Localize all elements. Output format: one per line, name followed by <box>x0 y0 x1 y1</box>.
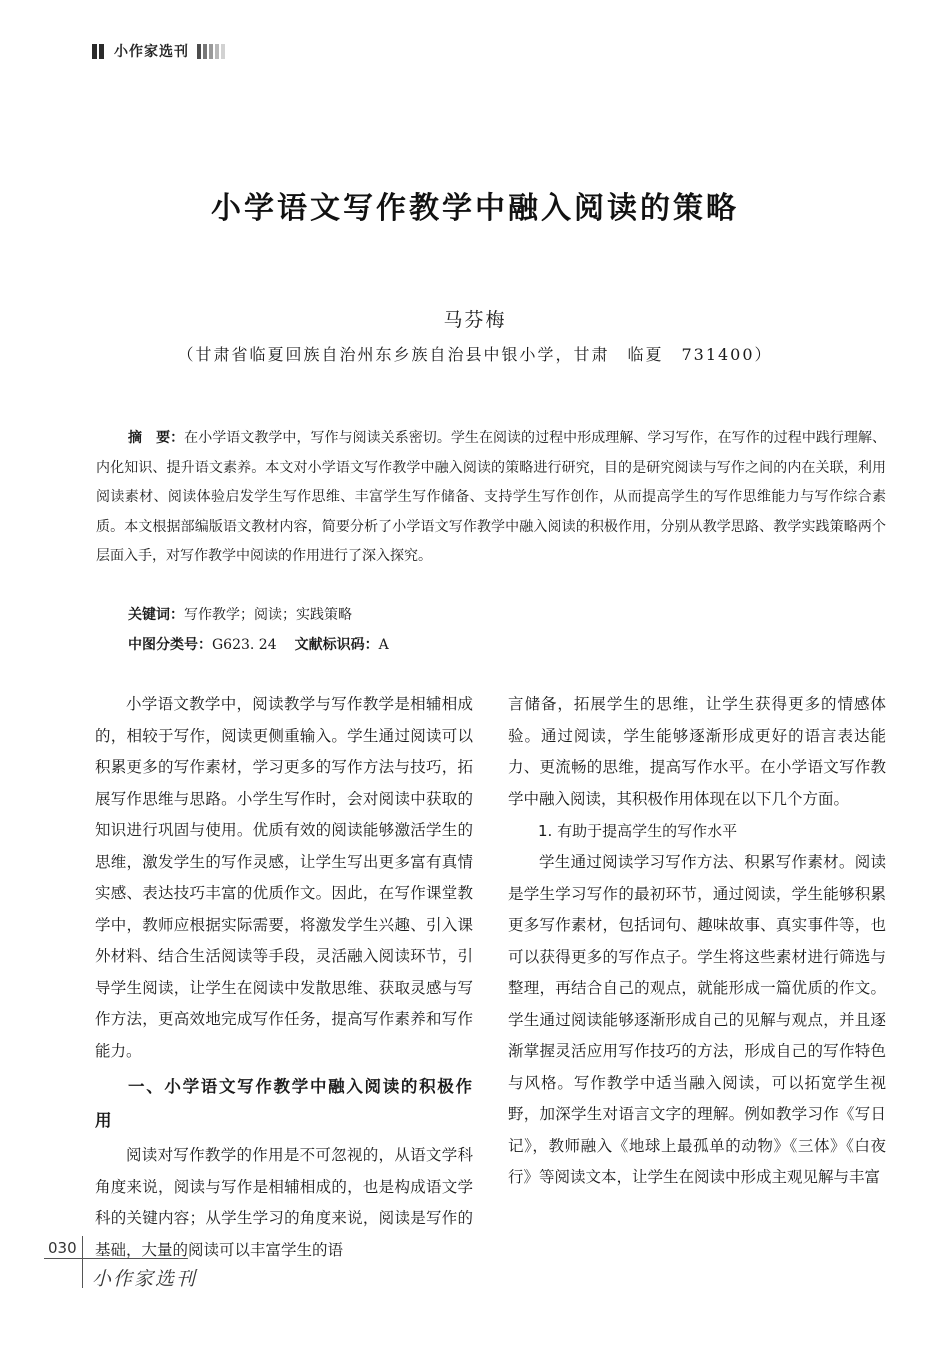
journal-name: 小作家选刊 <box>114 44 189 60</box>
body-paragraph: 学生通过阅读学习写作方法、积累写作素材。阅读是学生学习写作的最初环节，通过阅读，学生能够积累更多写作素材，包括词句、趣味故事、真实事件等，也可以获得更多的写作点子。学生将这些素材进行筛选与整理，再结合自己的观点，就能形成一篇优质的作文。学生通过阅读能够逐渐形成自己的见解与观点，并且逐渐掌握灵活应用写作技巧的方法，形成自己的写作特色与风格。写作教学中适当融入阅读，可以拓宽学生视野，加深学生对语言文字的理解。例如教学习作《写日记》，教师融入《地球上最孤单的动物》《三体》《白夜行》等阅读文本，让学生在阅读中形成主观见解与丰富 <box>508 853 886 1186</box>
body-paragraph: 阅读对写作教学的作用是不可忽视的，从语文学科角度来说，阅读与写作是相辅相成的，也是构成语文学科的关键内容；从学生学习的角度来说，阅读是写作的基础，大量的阅读可以丰富学生的语 <box>95 1146 473 1259</box>
keywords-label: 关键词： <box>128 607 184 623</box>
footer-rule-vertical <box>82 1236 83 1288</box>
author-affiliation: （甘肃省临夏回族自治州东乡族自治县中银小学，甘肃 临夏 731400） <box>177 345 773 364</box>
article-author: 马芬梅 <box>443 309 507 331</box>
body-paragraph: 言储备，拓展学生的思维，让学生获得更多的情感体验。通过阅读，学生能够逐渐形成更好的语言表达能力、更流畅的思维，提高写作水平。在小学语文写作教学中融入阅读，其积极作用体现在以下几个方面。 <box>508 695 886 808</box>
running-header <box>92 42 227 60</box>
body-column-left <box>95 689 473 1266</box>
doc-code-label: 文献标识码： <box>294 637 379 653</box>
abstract <box>96 424 886 572</box>
abstract-label: 摘 要： <box>128 430 185 446</box>
clc-label: 中图分类号： <box>128 637 212 653</box>
article-title: 小学语文写作教学中融入阅读的策略 <box>211 191 739 226</box>
abstract-text: 在小学语文教学中，写作与阅读关系密切。学生在阅读的过程中形成理解、学习写作，在写作的过程中践行理解、内化知识、提升语文素养。本文对小学语文写作教学中融入阅读的策略进行研究，目的是研究阅读与写作之间的内在关联，利用阅读素材、阅读体验启发学生写作思维、丰富学生写作储备、支持学生写作创作，从而提高学生的写作思维能力与写作综合素质。本文根据部编版语文教材内容，简要分析了小学语文写作教学中融入阅读的积极作用，分别从教学思路、教学实践策略两个层面入手，对写作教学中阅读的作用进行了深入探究。 <box>96 430 887 564</box>
clc-code: G623. 24 <box>212 637 277 653</box>
footer-journal-logo: 小作家选刊 <box>92 1268 198 1290</box>
section-heading-1: 一、小学语文写作教学中融入阅读的积极作用 <box>95 1077 473 1130</box>
header-bars-left-decoration <box>92 44 106 59</box>
keywords-text: 写作教学；阅读；实践策略 <box>184 607 352 623</box>
classification-line <box>128 634 389 654</box>
footer-rule-horizontal <box>44 1258 188 1259</box>
body-column-right <box>508 689 886 1194</box>
page-number: 030 <box>48 1239 77 1257</box>
header-bars-right-decoration <box>197 44 227 59</box>
body-paragraph: 小学语文教学中，阅读教学与写作教学是相辅相成的，相较于写作，阅读更侧重输入。学生通过阅读可以积累更多的写作素材，学习更多的写作方法与技巧，拓展写作思维与思路。小学生写作时，会对阅读中获取的知识进行巩固与使用。优质有效的阅读能够激活学生的思维，激发学生的写作灵感，让学生写出更多富有真情实感、表达技巧丰富的优质作文。因此，在写作课堂教学中，教师应根据实际需要，将激发学生兴趣、引入课外材料、结合生活阅读等手段，灵活融入阅读环节，引导学生阅读，让学生在阅读中发散思维、获取灵感与写作方法，更高效地完成写作任务，提高写作素养和写作能力。 <box>95 695 473 1060</box>
doc-code: A <box>378 637 389 653</box>
subsection-heading-1: 1. 有助于提高学生的写作水平 <box>538 822 738 840</box>
keywords-line <box>128 604 352 624</box>
